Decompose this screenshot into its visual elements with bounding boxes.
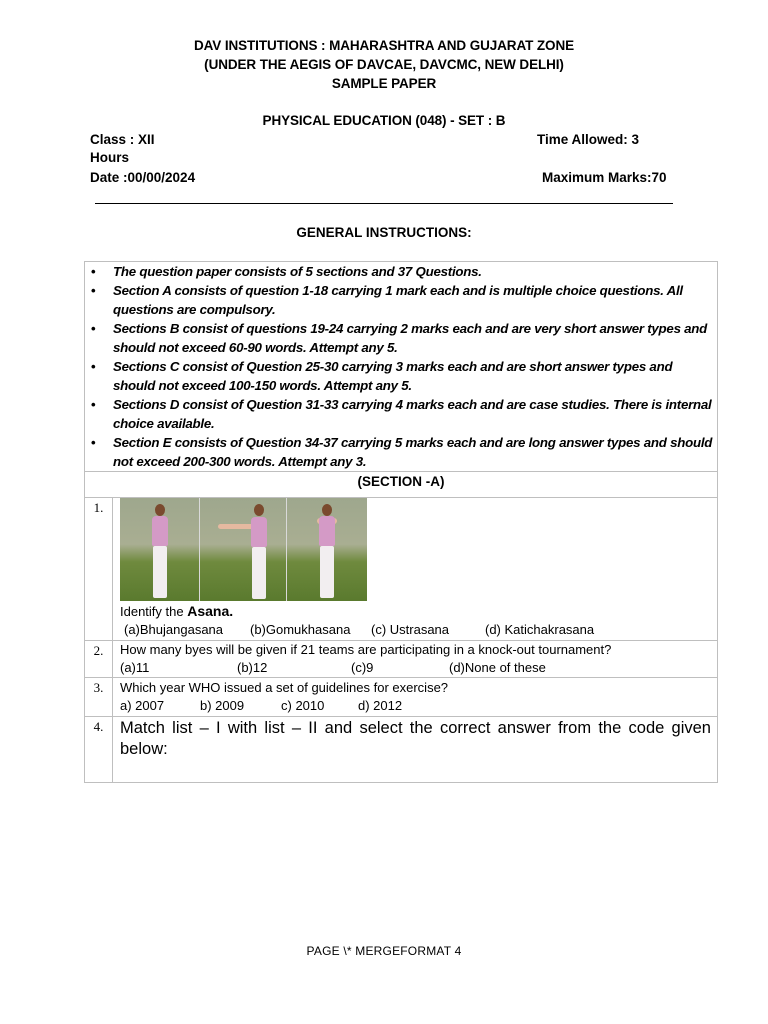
question-number: 1. [85, 498, 113, 641]
header-institution: DAV INSTITUTIONS : MAHARASHTRA AND GUJARAT ZONE [193, 38, 575, 53]
question-row [85, 641, 718, 678]
general-instructions-title: GENERAL INSTRUCTIONS: [296, 225, 472, 240]
section-a-heading: (SECTION -A) [85, 472, 718, 498]
instruction-item: • The question paper consists of 5 sections and 37 Questions. [91, 264, 482, 279]
bullet-icon: • [91, 359, 96, 374]
question-text: Match list – I with list – II and select the correct answer from the code given below: [120, 719, 711, 758]
time-allowed: Time Allowed: 3 [537, 132, 640, 147]
question-row [85, 678, 718, 717]
bullet-icon: • [91, 283, 96, 298]
option-b: b) 2009 [200, 698, 245, 713]
date-label: Date :00/00/2024 [90, 170, 196, 185]
instructions-list [85, 262, 717, 471]
option-b: (b)12 [237, 660, 268, 675]
question-text: How many byes will be given if 21 teams are participating in a knock-out tournament? [120, 642, 612, 657]
option-d: (d)None of these [449, 660, 546, 675]
option-a: (a)11 [120, 660, 150, 675]
option-a: (a)Bhujangasana [124, 622, 224, 637]
bullet-icon: • [91, 264, 96, 279]
question-number: 2. [85, 641, 113, 678]
option-d: (d) Katichakrasana [485, 622, 595, 637]
question-row [85, 498, 718, 641]
option-c: c) 2010 [281, 698, 325, 713]
bullet-icon: • [91, 397, 96, 412]
option-d: d) 2012 [358, 698, 403, 713]
asana-photo-twist [286, 498, 367, 601]
question-options [120, 659, 717, 677]
instruction-item: • Sections C consist of Question 25-30 carrying 3 marks each and are short answer types and should not exceed 100-150 words. Attempt any 5. [91, 359, 673, 393]
option-b: (b)Gomukhasana [250, 622, 351, 637]
question-text: Which year WHO issued a set of guidelines for exercise? [120, 680, 449, 695]
instruction-item: • Sections B consist of questions 19-24 carrying 2 marks each and are very short answer types and should not exceed 60-90 words. Attempt any 5. [91, 321, 708, 355]
header-rule [95, 203, 673, 204]
option-a: a) 2007 [120, 698, 165, 713]
header-subject: PHYSICAL EDUCATION (048) - SET : B [262, 113, 506, 128]
asana-photo-side [199, 498, 285, 601]
question-number: 3. [85, 678, 113, 717]
hours-label: Hours [90, 150, 130, 165]
instructions-cell [85, 262, 718, 472]
instruction-item: • Section A consists of question 1-18 carrying 1 mark each and is multiple choice questions. All questions are compulsory. [91, 283, 683, 317]
header-sample-paper: SAMPLE PAPER [331, 76, 437, 91]
bullet-icon: • [91, 321, 96, 336]
question-text: Identify the Asana. [120, 603, 234, 619]
question-number: 4. [85, 717, 113, 783]
option-c: (c) Ustrasana [371, 622, 450, 637]
max-marks: Maximum Marks:70 [542, 170, 667, 185]
instruction-item: • Sections D consist of Question 31-33 carrying 4 marks each and are case studies. There is internal choice available. [91, 397, 712, 431]
asana-photos [120, 498, 367, 601]
bullet-icon: • [91, 435, 96, 450]
class-label: Class : XII [90, 132, 155, 147]
question-row [85, 717, 718, 783]
option-c: (c)9 [351, 660, 374, 675]
question-options [120, 621, 717, 639]
asana-photo-front [120, 498, 199, 601]
header-aegis: (UNDER THE AEGIS OF DAVCAE, DAVCMC, NEW DELHI) [204, 57, 564, 72]
instruction-item: • Section E consists of Question 34-37 carrying 5 marks each and are long answer types and should not exceed 200-300 words. Attempt any 3. [91, 435, 713, 469]
question-options [120, 697, 717, 715]
question-table [84, 261, 718, 783]
page-footer: PAGE \* MERGEFORMAT 4 [306, 944, 462, 958]
